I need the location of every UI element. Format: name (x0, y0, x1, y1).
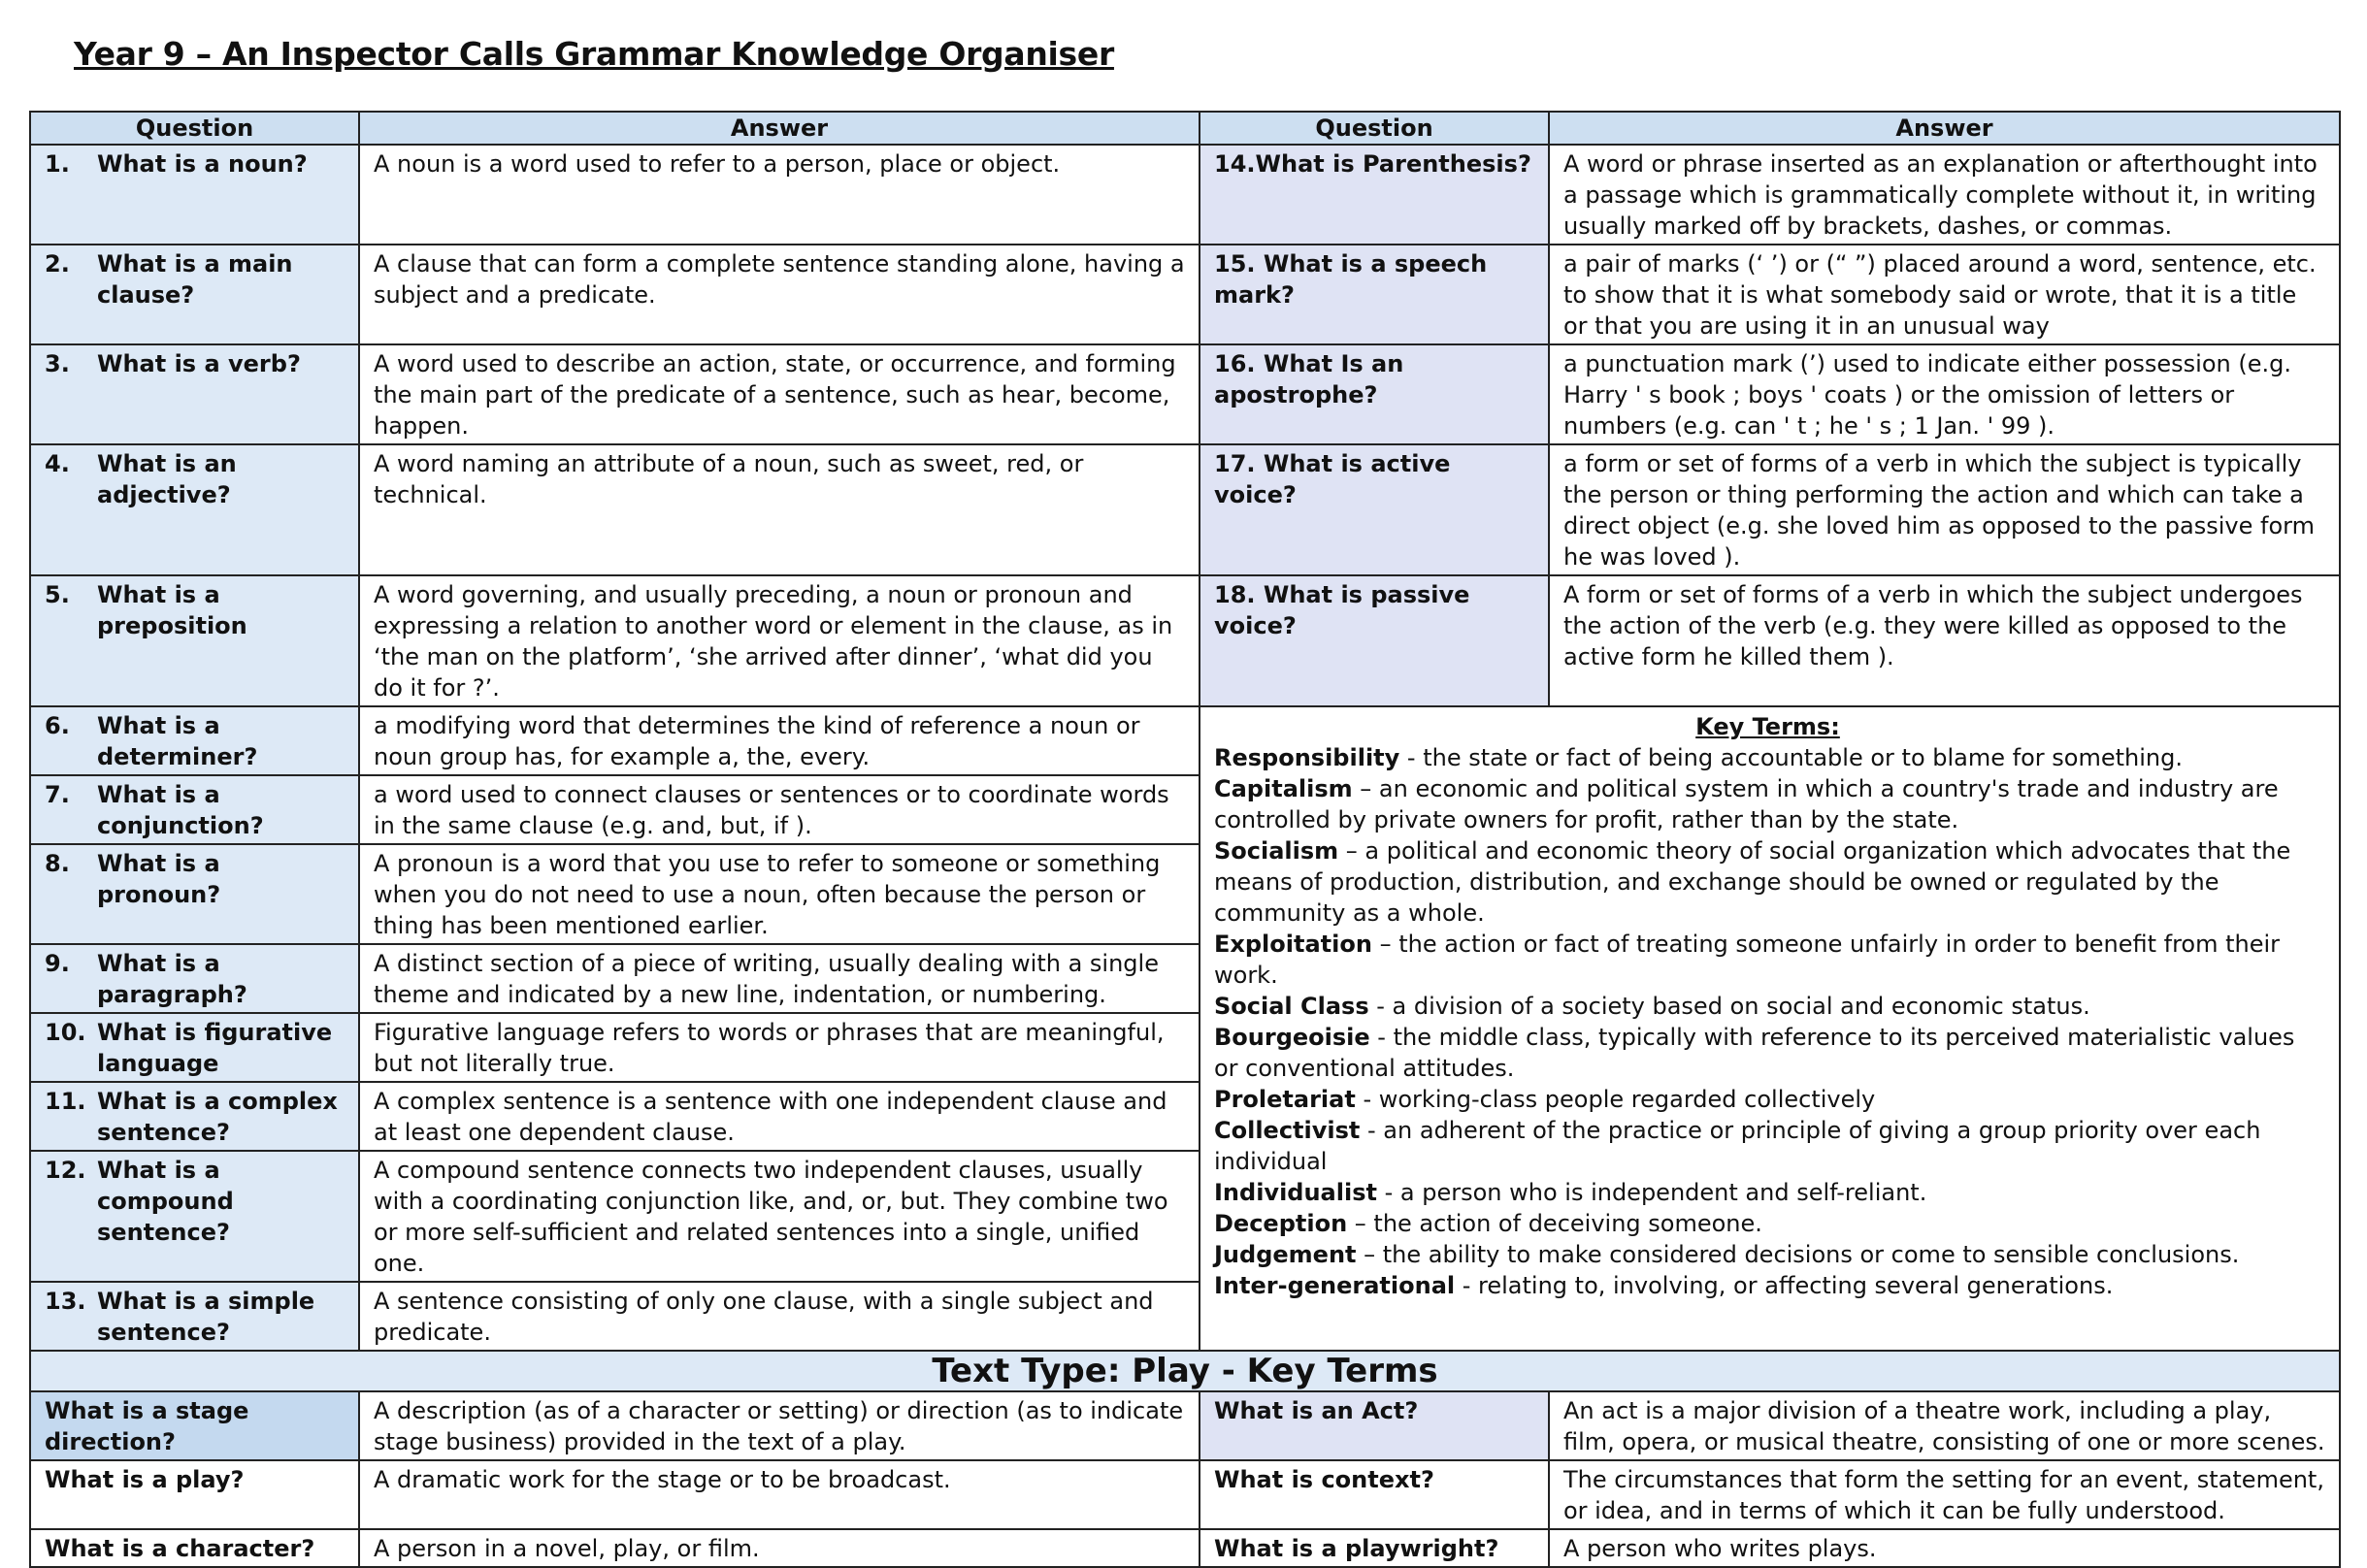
key-term: Collectivist (1214, 1117, 1361, 1144)
question-cell (30, 775, 359, 844)
question-cell (30, 444, 359, 575)
question-cell (30, 245, 359, 344)
key-term: Individualist (1214, 1179, 1377, 1206)
answer-cell: a pair of marks (‘ ’) or (“ ”) placed around a word, sentence, etc. to show that it is what somebody said or wrote, that it is a title or that you are using it in an unusual way (1549, 245, 2340, 344)
key-term-definition: - the middle class, typically with reference to its perceived materialistic values or conventional attitudes. (1214, 1024, 2295, 1082)
key-term: Exploitation (1214, 931, 1372, 958)
key-term-item (1214, 1208, 2321, 1239)
question-cell (30, 706, 359, 775)
answer-cell: An act is a major division of a theatre work, including a play, film, opera, or musical theatre, consisting of one or more scenes. (1549, 1391, 2340, 1460)
answer-cell: A complex sentence is a sentence with one independent clause and at least one dependent clause. (359, 1082, 1200, 1151)
answer-header: Answer (359, 112, 1200, 145)
table-row (30, 575, 2340, 706)
table-row (30, 344, 2340, 444)
question-number: 5. (45, 581, 70, 608)
key-term-definition: – an economic and political system in which a country's trade and industry are controlled by private owners for profit, rather than by the state. (1214, 775, 2279, 833)
question-number: 4. (45, 450, 70, 477)
key-term-item (1214, 835, 2321, 929)
key-term-definition: - a division of a society based on social and economic status. (1368, 993, 2090, 1020)
table-row (30, 1529, 2340, 1567)
text-type-heading: Text Type: Play - Key Terms (30, 1351, 2340, 1391)
question-text: What is a verb? (97, 350, 301, 377)
question-cell: What is a playwright? (1200, 1529, 1549, 1567)
question-text: What is a main clause? (97, 250, 293, 309)
key-term-definition: - the state or fact of being accountable or to blame for something. (1399, 744, 2183, 771)
header-row (30, 112, 2340, 145)
key-term-item (1214, 1022, 2321, 1084)
question-cell (30, 1013, 359, 1082)
key-term-definition: - a person who is independent and self-reliant. (1376, 1179, 1927, 1206)
table-row (30, 1391, 2340, 1460)
answer-cell: A person in a novel, play, or film. (359, 1529, 1200, 1567)
answer-cell: a punctuation mark (’) used to indicate either possession (e.g. Harry ' s book ; boys ' coats ) or the omission of letters or numbers (e.g. can ' t ; he ' s ; 1 Jan. ' 99 ). (1549, 344, 2340, 444)
key-term: Capitalism (1214, 775, 1353, 802)
answer-cell: A word governing, and usually preceding, a noun or pronoun and expressing a relation to another word or element in the clause, as in ‘the man on the platform’, ‘she arrived after dinner’, ‘what did you do it for ?’. (359, 575, 1200, 706)
key-term: Proletariat (1214, 1086, 1356, 1113)
question-cell: What is an Act? (1200, 1391, 1549, 1460)
question-number: 2. (45, 250, 70, 278)
key-term-item (1214, 1115, 2321, 1177)
question-number: 3. (45, 350, 70, 377)
question-cell (30, 944, 359, 1013)
table-row (30, 245, 2340, 344)
key-terms-panel (1200, 706, 2340, 1351)
question-cell (30, 344, 359, 444)
question-cell: What is a play? (30, 1460, 359, 1529)
question-cell (30, 575, 359, 706)
question-cell: 17. What is active voice? (1200, 444, 1549, 575)
answer-cell: A dramatic work for the stage or to be broadcast. (359, 1460, 1200, 1529)
key-term-definition: – the action or fact of treating someone unfairly in order to benefit from their work. (1214, 931, 2281, 989)
table-row (30, 706, 2340, 775)
answer-cell: A description (as of a character or setting) or direction (as to indicate stage business) provided in the text of a play. (359, 1391, 1200, 1460)
question-text: What is a noun? (97, 150, 308, 178)
answer-cell: A word used to describe an action, state, or occurrence, and forming the main part of the predicate of a sentence, such as hear, become, happen. (359, 344, 1200, 444)
answer-cell: A word or phrase inserted as an explanation or afterthought into a passage which is grammatically complete without it, in writing usually marked off by brackets, dashes, or commas. (1549, 145, 2340, 245)
question-text: What is a conjunction? (97, 781, 264, 839)
section-heading-row (30, 1351, 2340, 1391)
key-term-item (1214, 742, 2321, 773)
answer-cell: a word used to connect clauses or sentences or to coordinate words in the same clause (e.g. and, but, if ). (359, 775, 1200, 844)
key-term-item (1214, 1239, 2321, 1270)
key-term: Social Class (1214, 993, 1369, 1020)
key-term: Deception (1214, 1210, 1348, 1237)
question-number: 7. (45, 781, 70, 808)
answer-cell: A word naming an attribute of a noun, such as sweet, red, or technical. (359, 444, 1200, 575)
answer-cell: A noun is a word used to refer to a person, place or object. (359, 145, 1200, 245)
question-text: What is an adjective? (97, 450, 237, 508)
key-term: Socialism (1214, 837, 1339, 865)
question-cell (30, 145, 359, 245)
answer-cell: A distinct section of a piece of writing, usually dealing with a single theme and indicated by a new line, indentation, or numbering. (359, 944, 1200, 1013)
question-number: 12. (45, 1157, 86, 1184)
answer-cell: A sentence consisting of only one clause, with a single subject and predicate. (359, 1282, 1200, 1351)
question-number: 10. (45, 1019, 86, 1046)
question-cell (30, 1282, 359, 1351)
question-cell (30, 1082, 359, 1151)
question-cell: 16. What Is an apostrophe? (1200, 344, 1549, 444)
answer-cell: a modifying word that determines the kind of reference a noun or noun group has, for example a, the, every. (359, 706, 1200, 775)
key-term-definition: – the ability to make considered decisions or come to sensible conclusions. (1356, 1241, 2240, 1268)
answer-cell: Figurative language refers to words or phrases that are meaningful, but not literally true. (359, 1013, 1200, 1082)
key-term-definition: - an adherent of the practice or principle of giving a group priority over each individual (1214, 1117, 2261, 1175)
answer-cell: A form or set of forms of a verb in which the subject undergoes the action of the verb (e.g. they were killed as opposed to the active form he killed them ). (1549, 575, 2340, 706)
knowledge-organiser-table (29, 111, 2341, 1568)
key-terms-heading: Key Terms: (1695, 713, 1840, 740)
answer-cell: A person who writes plays. (1549, 1529, 2340, 1567)
question-cell: 18. What is passive voice? (1200, 575, 1549, 706)
question-number: 8. (45, 850, 70, 877)
answer-cell: a form or set of forms of a verb in which the subject is typically the person or thing performing the action and which can take a direct object (e.g. she loved him as opposed to the passive form he was loved ). (1549, 444, 2340, 575)
question-cell: What is a character? (30, 1529, 359, 1567)
question-number: 9. (45, 950, 70, 977)
question-cell (30, 1151, 359, 1282)
page-title: Year 9 – An Inspector Calls Grammar Knowledge Organiser (74, 35, 1114, 73)
key-term-item (1214, 1084, 2321, 1115)
question-cell: What is a stage direction? (30, 1391, 359, 1460)
question-text: What is a paragraph? (97, 950, 247, 1008)
question-header: Question (1200, 112, 1549, 145)
key-term: Responsibility (1214, 744, 1400, 771)
question-cell: 15. What is a speech mark? (1200, 245, 1549, 344)
question-text: What is a compound sentence? (97, 1157, 234, 1246)
question-cell: 14.What is Parenthesis? (1200, 145, 1549, 245)
answer-cell: The circumstances that form the setting for an event, statement, or idea, and in terms of which it can be fully understood. (1549, 1460, 2340, 1529)
answer-cell: A compound sentence connects two independent clauses, usually with a coordinating conjunction like, and, or, but. They combine two or more self-sufficient and related sentences into a single, unified one. (359, 1151, 1200, 1282)
question-header: Question (30, 112, 359, 145)
question-text: What is a complex sentence? (97, 1088, 338, 1146)
question-text: What is figurative language (97, 1019, 333, 1077)
table-row (30, 145, 2340, 245)
table-row (30, 444, 2340, 575)
key-term-item (1214, 1270, 2321, 1301)
question-number: 6. (45, 712, 70, 739)
question-text: What is a simple sentence? (97, 1288, 315, 1346)
question-text: What is a pronoun? (97, 850, 221, 908)
question-cell: What is context? (1200, 1460, 1549, 1529)
key-term-definition: – the action of deceiving someone. (1347, 1210, 1762, 1237)
key-term-item (1214, 1177, 2321, 1208)
key-term-definition: – a political and economic theory of social organization which advocates that the means of production, distribution, and exchange should be owned or regulated by the community as a whole. (1214, 837, 2291, 927)
question-text: What is a preposition (97, 581, 247, 639)
question-cell (30, 844, 359, 944)
key-term-item (1214, 991, 2321, 1022)
key-term-item (1214, 773, 2321, 835)
question-number: 11. (45, 1088, 86, 1115)
question-text: What is a determiner? (97, 712, 258, 770)
key-term-definition: - working-class people regarded collectively (1355, 1086, 1876, 1113)
answer-header: Answer (1549, 112, 2340, 145)
table-row (30, 1460, 2340, 1529)
answer-cell: A clause that can form a complete sentence standing alone, having a subject and a predicate. (359, 245, 1200, 344)
answer-cell: A pronoun is a word that you use to refer to someone or something when you do not need to use a noun, often because the person or thing has been mentioned earlier. (359, 844, 1200, 944)
key-term: Inter-generational (1214, 1272, 1456, 1299)
key-term-definition: - relating to, involving, or affecting several generations. (1455, 1272, 2114, 1299)
question-number: 13. (45, 1288, 86, 1315)
key-term-item (1214, 929, 2321, 991)
key-term: Bourgeoisie (1214, 1024, 1370, 1051)
key-term: Judgement (1214, 1241, 1357, 1268)
question-number: 1. (45, 150, 70, 178)
